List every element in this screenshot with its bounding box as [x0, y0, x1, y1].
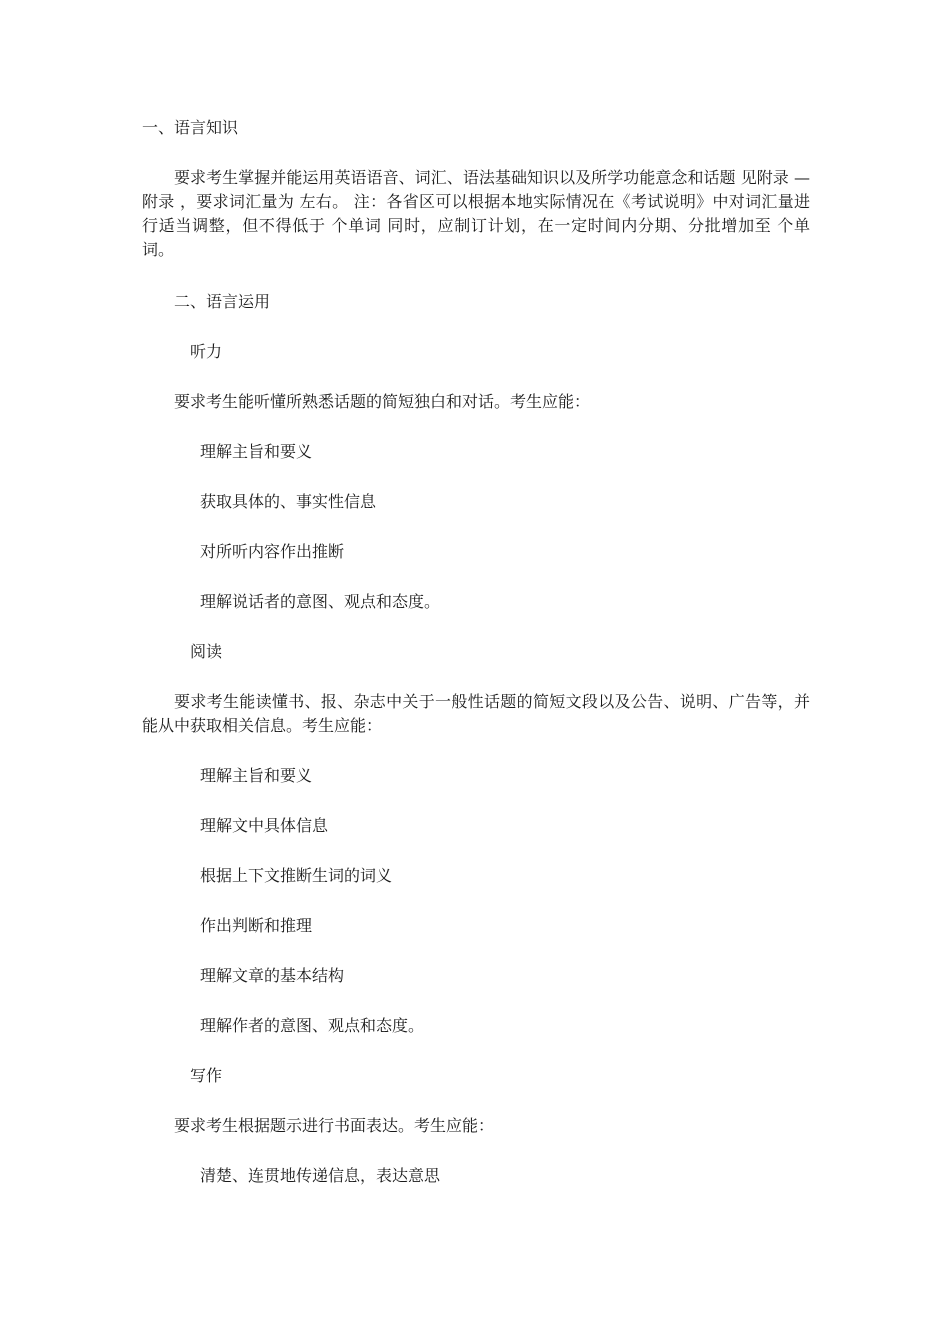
writing-item: 清楚、连贯地传递信息，表达意思 [200, 1166, 441, 1185]
reading-item: 理解文中具体信息 [200, 816, 329, 835]
writing-intro: 要求考生根据题示进行书面表达。考生应能： [174, 1116, 495, 1135]
section-heading-language-use: 二、语言运用 [174, 292, 271, 311]
reading-item: 理解作者的意图、观点和态度。 [200, 1016, 425, 1035]
reading-item: 理解主旨和要义 [200, 766, 313, 785]
listening-item: 对所听内容作出推断 [200, 542, 345, 561]
paragraph-language-knowledge: 要求考生掌握并能运用英语语音、词汇、语法基础知识以及所学功能意念和话题 见附录 —附录 ，要求词汇量为 左右。 注：各省区可以根据本地实际情况在《考试说明》中对词汇量进行适当调整，但不得低于 个单词 同时，应制订计划，在一定时间内分期、分批增加至 个单词。 [142, 168, 810, 259]
reading-item: 理解文章的基本结构 [200, 966, 345, 985]
reading-item: 作出判断和推理 [200, 916, 313, 935]
subheading-reading: 阅读 [190, 642, 223, 661]
reading-intro: 要求考生能读懂书、报、杂志中关于一般性话题的简短文段以及公告、说明、广告等，并能从中获取相关信息。考生应能： [142, 692, 810, 735]
reading-item: 根据上下文推断生词的词义 [200, 866, 393, 885]
listening-intro: 要求考生能听懂所熟悉话题的简短独白和对话。考生应能： [174, 392, 591, 411]
listening-item: 获取具体的、事实性信息 [200, 492, 377, 511]
subheading-writing: 写作 [190, 1066, 223, 1085]
listening-item: 理解主旨和要义 [200, 442, 313, 461]
section-heading-language-knowledge: 一、语言知识 [142, 118, 239, 137]
subheading-listening: 听力 [190, 342, 223, 361]
listening-item: 理解说话者的意图、观点和态度。 [200, 592, 441, 611]
